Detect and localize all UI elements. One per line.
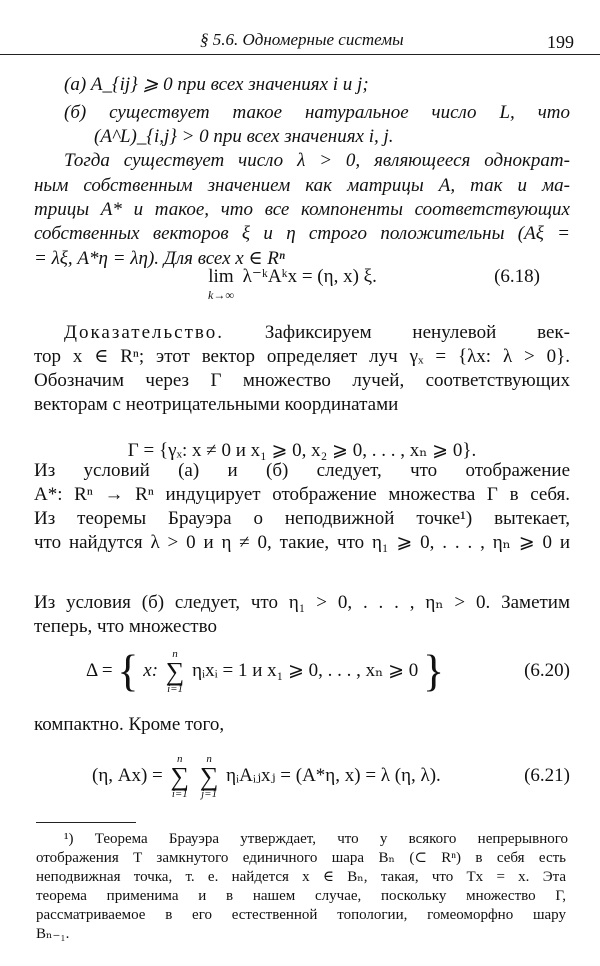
equation-6-21 [92, 748, 570, 804]
footnote-line: неподвижная точка, т. е. найдется x ∈ Bₙ, такая, что Tx = x. Эта [36, 869, 566, 885]
sum-symbol: n ∑ i=1 [170, 752, 190, 800]
equation-6-18 [40, 264, 570, 304]
para2-line: что найдутся λ > 0 и η ≠ 0, такие, что η₁ ⩾ 0, . . . , ηₙ ⩾ 0 и [34, 532, 570, 553]
footnote-line: рассматриваемое в его естественной топологии, гомеоморфно шару [36, 907, 566, 923]
proof-lead: Доказательство. [64, 322, 224, 343]
equation-number: (6.20) [524, 660, 570, 681]
condition-b-line1: (б) существует такое натуральное число L, что [64, 102, 570, 123]
running-header [0, 26, 600, 55]
equation-body: λ⁻ᵏAᵏx = (η, x) ξ. [242, 266, 377, 287]
eq20-lhs: Δ = [86, 660, 113, 681]
equation-number: (6.18) [494, 266, 540, 287]
page-number: 199 [547, 32, 574, 52]
limit-operator [208, 264, 234, 300]
running-title: § 5.6. Одномерные системы [200, 30, 404, 49]
statement-line: Тогда существует число λ > 0, являющееся однократ- [64, 150, 570, 171]
equation-number: (6.21) [524, 765, 570, 786]
condition-b-line2: (A^L)_{i,j} > 0 при всех значениях i, j. [94, 126, 394, 147]
footnote-line: ¹) Теорема Брауэра утверждает, что у всякого непрерывного [64, 831, 568, 847]
statement-line: ным собственным значением как матрицы A, так и ма- [34, 175, 570, 196]
footnote-rule [36, 822, 136, 823]
para2-line: A*: Rⁿ → Rⁿ индуцирует отображение множества Γ в себя. [34, 484, 570, 505]
eq21-rest: ηᵢAᵢⱼxⱼ = (A*η, x) = λ (η, λ). [226, 765, 441, 786]
para3-line: теперь, что множество [34, 616, 217, 637]
footnote-line: Bₙ₋₁. [36, 926, 70, 942]
proof-text: Зафиксируем ненулевой век- [224, 322, 570, 343]
left-brace: { [117, 646, 139, 696]
footnote-line: теорема применима и в нашем случае, поскольку множество Γ, [36, 888, 566, 904]
gamma-definition: Γ = {γₓ: x ≠ 0 и x₁ ⩾ 0, x₂ ⩾ 0, . . . , xₙ ⩾ 0}. [127, 440, 477, 461]
proof-line [64, 320, 570, 346]
para3-line: Из условия (б) следует, что η₁ > 0, . . . , ηₙ > 0. Заметим [34, 592, 570, 613]
proof-line: Обозначим через Γ множество лучей, соответствующих [34, 370, 570, 391]
limit-word: lim [208, 266, 234, 287]
eq21-lhs: (η, Ax) = [92, 765, 163, 786]
eq20-x: x: [143, 660, 159, 681]
para2-line: Из теоремы Брауэра о неподвижной точке¹) вытекает, [34, 508, 570, 529]
eq20-rest: ηᵢxᵢ = 1 и x₁ ⩾ 0, . . . , xₙ ⩾ 0 [192, 660, 419, 681]
equation-6-20 [86, 640, 570, 702]
statement-line: = λξ, A*η = λη). Для всех x ∈ Rⁿ [34, 248, 285, 269]
proof-line: тор x ∈ Rⁿ; этот вектор определяет луч γₓ = {λx: λ > 0}. [34, 346, 570, 367]
proof-line: векторам с неотрицательными координатами [34, 394, 399, 415]
para2-line: Из условий (а) и (б) следует, что отображение [34, 460, 570, 481]
footnote-line: отображения T замкнутого единичного шара Bₙ (⊂ Rⁿ) в себя есть [36, 850, 566, 866]
sum-symbol: n ∑ i=1 [165, 647, 185, 695]
sum-symbol: n ∑ j=1 [199, 752, 219, 800]
para4-line: компактно. Кроме того, [34, 714, 225, 735]
statement-line: трицы A* и такое, что все компоненты соответствующих [34, 199, 570, 220]
limit-subscript: k→∞ [208, 288, 234, 302]
statement-line: собственных векторов ξ и η строго положительны (Aξ = [34, 223, 570, 244]
right-brace: } [423, 646, 445, 696]
condition-a: (а) A_{ij} ⩾ 0 при всех значениях i и j; [64, 74, 369, 95]
